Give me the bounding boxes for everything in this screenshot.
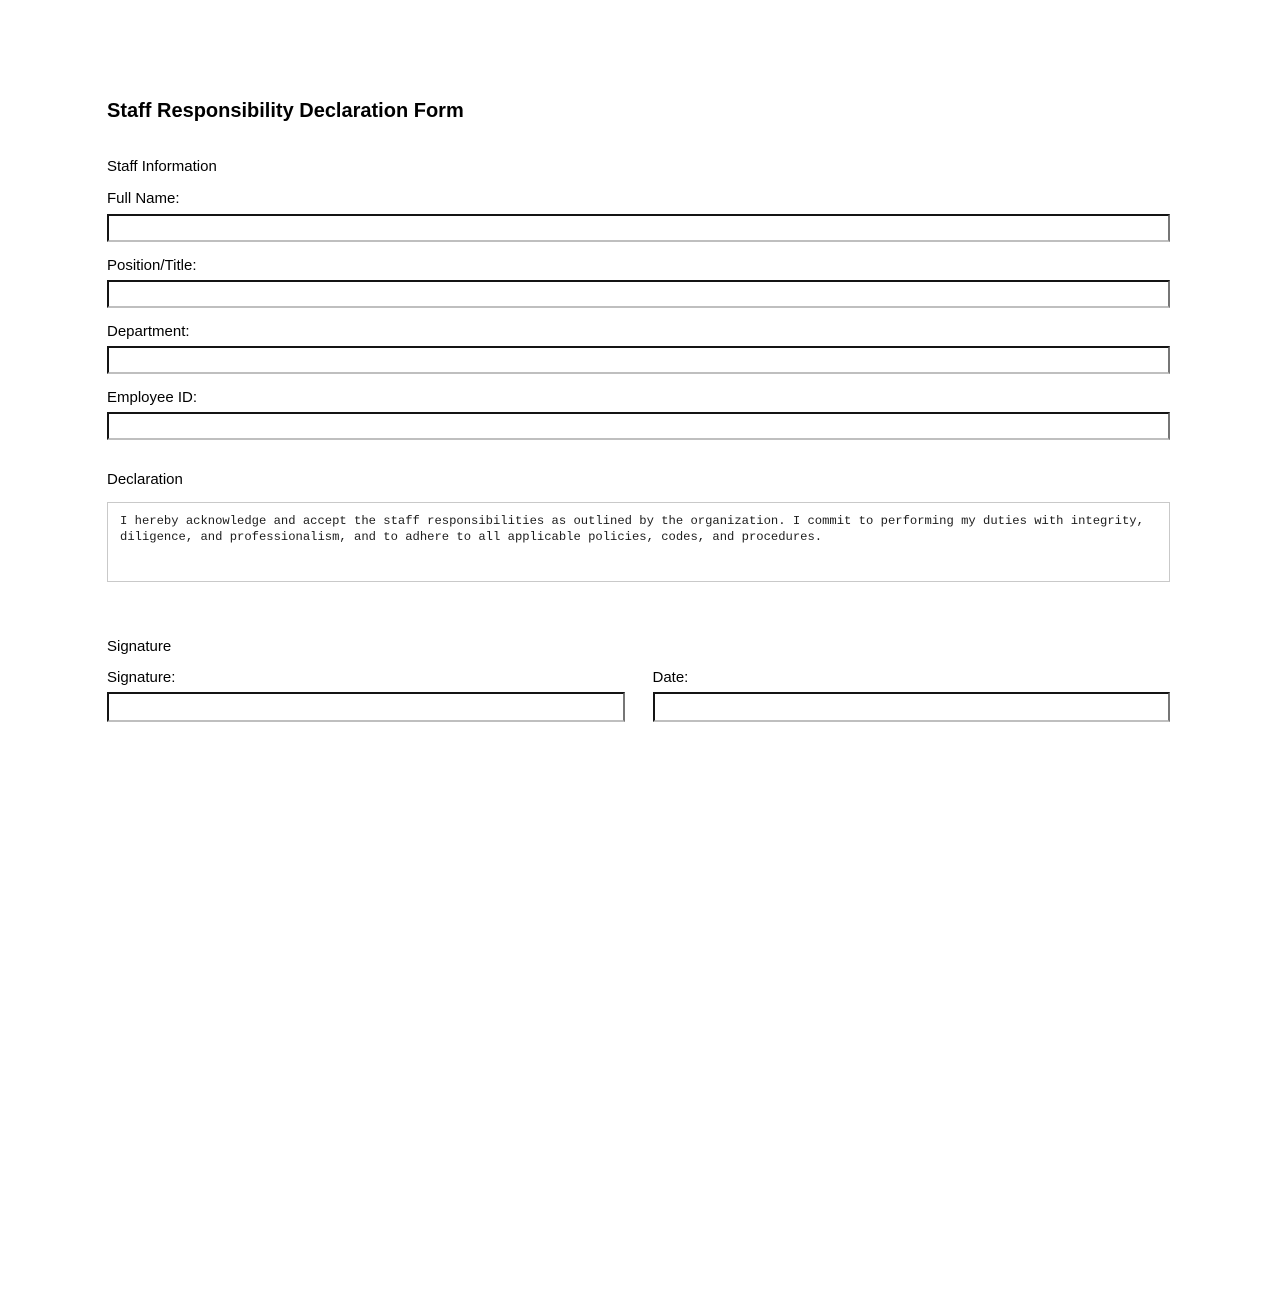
employee-id-input[interactable] [107,412,1170,440]
department-input[interactable] [107,346,1170,374]
declaration-textarea[interactable] [107,502,1170,582]
signature-row [107,655,1170,722]
section-heading-declaration: Declaration [107,471,183,489]
section-heading-staff-information: Staff Information [107,158,217,175]
full-name-input[interactable] [107,214,1170,242]
date-input[interactable] [653,692,1171,722]
department-label: Department: [107,322,190,340]
signature-column [107,655,625,722]
date-label: Date: [652,668,689,686]
employee-id-label: Employee ID: [107,389,198,406]
signature-input[interactable] [107,692,625,722]
position-title-label: Position/Title: [107,256,197,274]
section-heading-signature: Signature [107,637,172,655]
position-title-input[interactable] [107,280,1170,308]
signature-label: Signature: [107,668,176,686]
form-page [107,0,1170,722]
page-title: Staff Responsibility Declaration Form [107,100,464,122]
date-column [653,655,1171,722]
full-name-label: Full Name: [107,190,180,208]
